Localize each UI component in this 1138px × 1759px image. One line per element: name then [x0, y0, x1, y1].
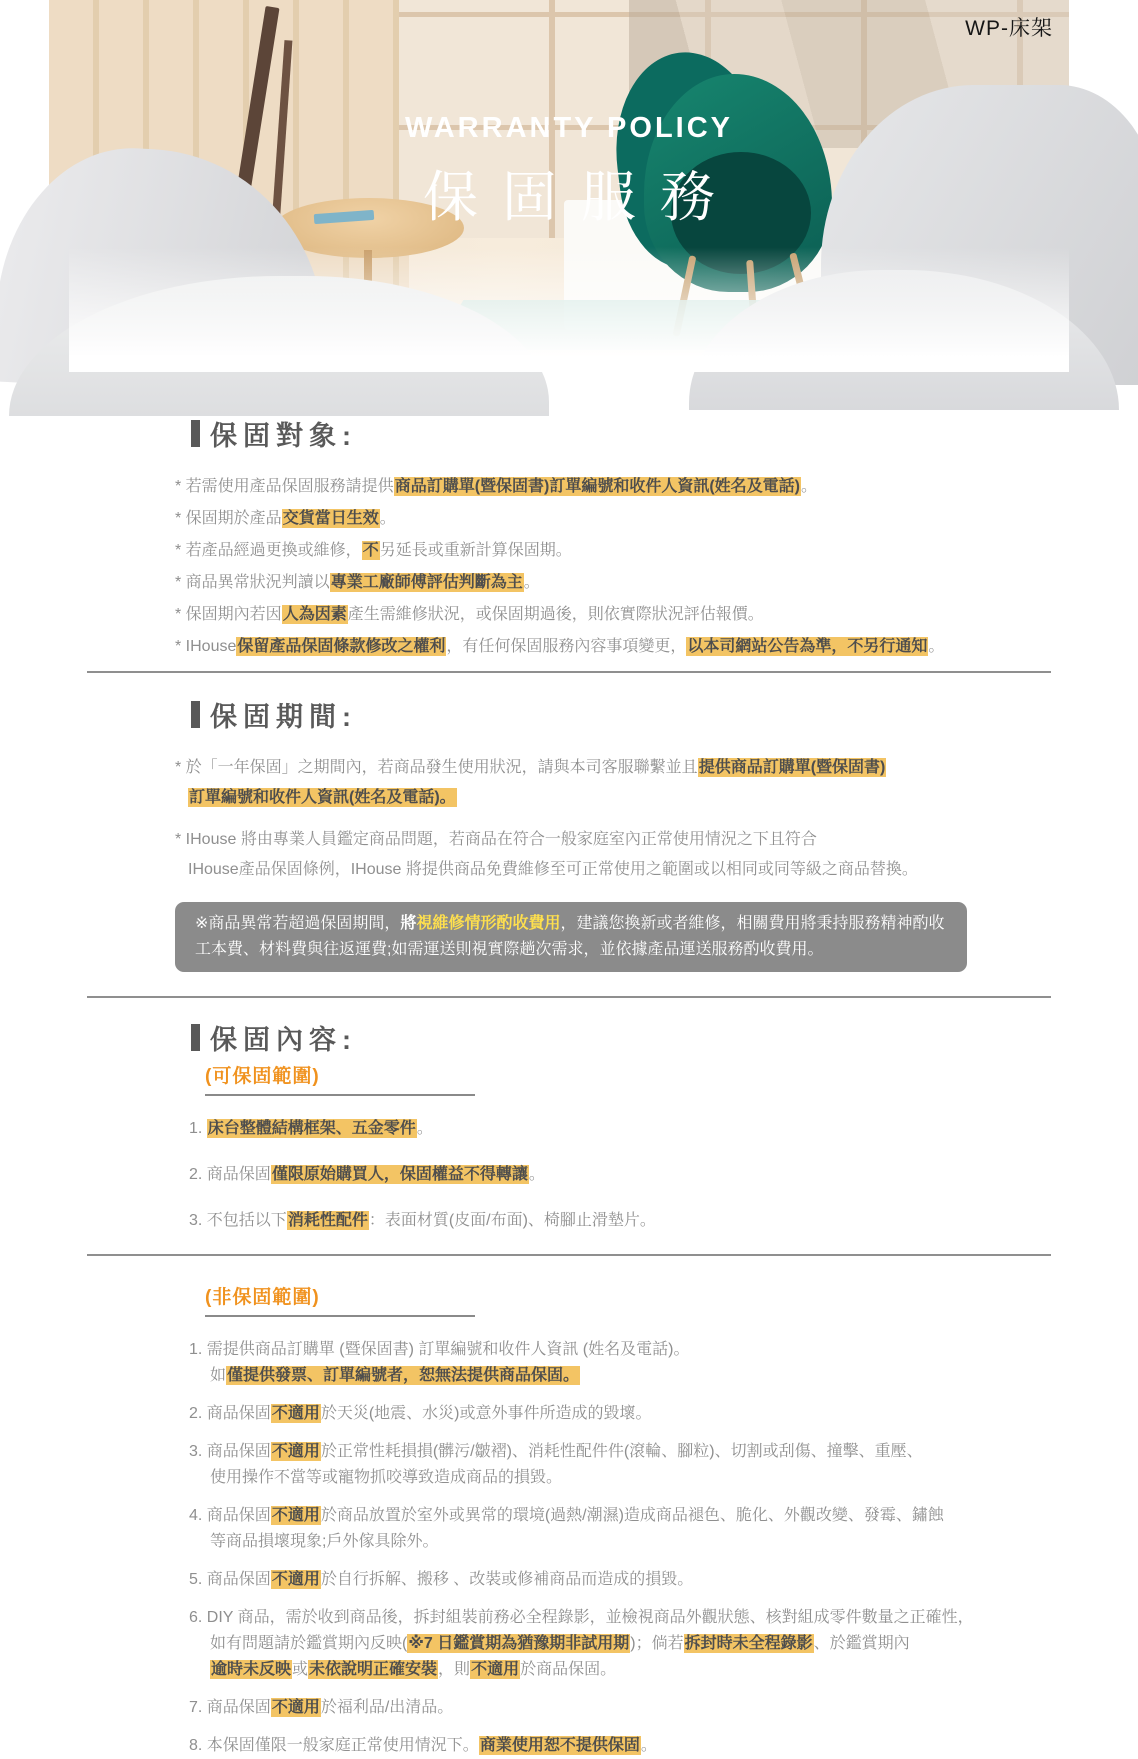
- fee-notice-line: [195, 911, 947, 937]
- list-item: [175, 758, 1029, 808]
- text-segment: 不適用: [271, 1699, 320, 1716]
- text-segment: 商品保固: [206, 1405, 271, 1422]
- hero-title-en: WARRANTY POLICY: [404, 112, 734, 144]
- list-item-line: [189, 1605, 1029, 1631]
- section-heading-period: [191, 673, 1029, 734]
- text-segment: 拆封時未全程錄影: [684, 1635, 813, 1652]
- hero-title-zh: 保固服務: [422, 166, 739, 228]
- text-segment: 不適用: [271, 1507, 320, 1524]
- heading-bar: [191, 420, 200, 447]
- list-item: [189, 1567, 1029, 1593]
- item-number: 2.: [189, 1166, 207, 1183]
- list-item-line: [175, 605, 1029, 625]
- list-item: [175, 573, 1029, 593]
- heading-bar: [191, 1024, 200, 1051]
- text-segment: 不包括以下: [206, 1212, 287, 1229]
- text-segment: 如: [210, 1367, 227, 1384]
- text-segment: 訂單編號和收件人資訊(姓名及電話)。: [189, 789, 456, 806]
- text-segment: 。: [640, 1737, 657, 1754]
- section-title: 保固內容:: [210, 1025, 357, 1055]
- list-item-line: [189, 1695, 1029, 1721]
- text-segment: 需提供商品訂購單 (暨保固書) 訂單編號和收件人資訊 (姓名及電話)。: [206, 1341, 690, 1358]
- text-segment: DIY 商品，需於收到商品後，拆封組裝前務必全程錄影，並檢視商品外觀狀態、核對組成零件數量之正確性，: [206, 1609, 974, 1626]
- item-number: 1.: [189, 1120, 207, 1137]
- text-segment: ，則: [438, 1661, 471, 1678]
- text-segment: 。: [523, 574, 540, 591]
- list-item: [189, 1695, 1029, 1721]
- list-item-line: [189, 1567, 1029, 1593]
- text-segment: ：表面材質(皮面/布面)、椅腳止滑墊片。: [368, 1212, 656, 1229]
- section-title: 保固期間:: [210, 702, 357, 732]
- text-segment: 不適用: [471, 1661, 520, 1678]
- text-segment: 於商品保固。: [520, 1661, 617, 1678]
- list-item-line: [189, 1162, 1029, 1188]
- text-segment: * 商品異常狀況判讀以: [175, 574, 330, 591]
- list-item: [175, 830, 1029, 880]
- section-heading-content: [191, 998, 1029, 1057]
- text-segment: 消耗性配件: [287, 1212, 368, 1229]
- warranty-policy-page: [69, 0, 1069, 1754]
- period-rules-list: [175, 758, 1029, 880]
- list-item: [175, 509, 1029, 529]
- policy-content: [69, 372, 1069, 1759]
- excluded-items-list: [189, 1337, 1029, 1759]
- list-item: [189, 1401, 1029, 1427]
- list-item: [189, 1605, 1029, 1683]
- list-item: [189, 1208, 1029, 1234]
- text-segment: * 保固期於產品: [175, 510, 282, 527]
- text-segment: * 保固期內若因: [175, 606, 282, 623]
- item-number: 6.: [189, 1609, 207, 1626]
- list-item-line: [189, 1465, 1029, 1491]
- covered-range-label-wrap: [205, 1061, 475, 1096]
- hero-title-block: [69, 112, 1069, 232]
- excluded-range-label-wrap: [205, 1282, 475, 1317]
- text-segment: 於福利品/出清品。: [320, 1699, 454, 1716]
- list-item: [189, 1116, 1029, 1142]
- item-number: 1.: [189, 1341, 207, 1358]
- text-segment: 僅提供發票、訂單編號者，恕無法提供商品保固。: [227, 1367, 580, 1384]
- text-segment: 產生需維修狀況，或保固期過後，則依實際狀況評估報價。: [347, 606, 764, 623]
- list-item-line: [189, 1363, 1029, 1389]
- item-number: 2.: [189, 1405, 207, 1422]
- heading-bar: [191, 701, 200, 728]
- text-segment: 。: [416, 1120, 433, 1137]
- list-item: [189, 1439, 1029, 1491]
- text-segment: 專業工廠師傅評估判斷為主: [330, 574, 523, 591]
- list-item: [175, 541, 1029, 561]
- list-item-line: [175, 509, 1029, 529]
- text-segment: ，建議您換新或者維修，相關費用將秉持服務精神酌收: [560, 915, 945, 932]
- list-item-line: [189, 1631, 1029, 1657]
- item-number: 4.: [189, 1507, 207, 1524]
- text-segment: 商品訂購單(暨保固書)訂單編號和收件人資訊(姓名及電話): [394, 478, 801, 495]
- text-segment: 僅限原始購買人，保固權益不得轉讓: [271, 1166, 528, 1183]
- text-segment: 於自行拆解、搬移 、改裝或修補商品而造成的損毀。: [320, 1571, 694, 1588]
- text-segment: ※商品異常若超過保固期間，: [195, 915, 401, 932]
- text-segment: * 於「一年保固」之期間內，若商品發生使用狀況，請與本司客服聯繫並且: [175, 759, 698, 776]
- list-item: [175, 637, 1029, 657]
- list-item-line: [175, 788, 1029, 808]
- list-item-line: [189, 1733, 1029, 1759]
- text-segment: 。: [379, 510, 396, 527]
- text-segment: 商品保固: [206, 1699, 271, 1716]
- list-item: [189, 1503, 1029, 1555]
- section-divider: [87, 1254, 1051, 1256]
- list-item: [189, 1733, 1029, 1759]
- text-segment: * 若產品經過更換或維修，: [175, 542, 362, 559]
- list-item-line: [189, 1439, 1029, 1465]
- list-item: [175, 477, 1029, 497]
- text-segment: 交貨當日生效: [282, 510, 379, 527]
- text-segment: 未依說明正確安裝: [309, 1661, 438, 1678]
- text-segment: 於商品放置於室外或異常的環境(過熱/潮濕)造成商品褪色、脆化、外觀改變、發霉、鏽蝕: [320, 1507, 944, 1524]
- text-segment: * IHouse 將由專業人員鑑定商品問題，若商品在符合一般家庭室內正常使用情況之下且符合: [175, 831, 817, 848]
- list-item-line: [189, 1657, 1029, 1683]
- text-segment: 不適用: [271, 1443, 320, 1460]
- list-item-line: [189, 1529, 1029, 1555]
- text-segment: 不適用: [271, 1405, 320, 1422]
- text-segment: 。: [801, 478, 818, 495]
- text-segment: 另延長或重新計算保固期。: [379, 542, 572, 559]
- item-number: 3.: [189, 1443, 207, 1460]
- fee-notice-box: [175, 902, 967, 972]
- item-number: 3.: [189, 1212, 207, 1229]
- text-segment: 商業使用恕不提供保固: [479, 1737, 640, 1754]
- text-segment: 商品保固: [206, 1507, 271, 1524]
- text-segment: 或: [292, 1661, 309, 1678]
- text-segment: ，有任何保固服務內容事項變更，: [446, 638, 687, 655]
- text-segment: 保留產品保固條款修改之權利: [237, 638, 446, 655]
- text-segment: 使用操作不當等或寵物抓咬導致造成商品的損毀。: [210, 1469, 563, 1486]
- text-segment: ※7 日鑑賞期為猶豫期非試用期: [408, 1635, 630, 1652]
- target-rules-list: [175, 477, 1029, 657]
- text-segment: 逾時未反映: [211, 1661, 292, 1678]
- text-segment: 以本司網站公告為準，不另行通知: [687, 638, 928, 655]
- list-item-line: [189, 1116, 1029, 1142]
- text-segment: 。: [928, 638, 945, 655]
- text-segment: 不: [362, 542, 379, 559]
- list-item-line: [175, 830, 1029, 850]
- covered-range-label: (可保固範圍): [205, 1066, 320, 1087]
- text-segment: * 若需使用產品保固服務請提供: [175, 478, 394, 495]
- hero-photo: [69, 0, 1069, 372]
- list-item: [189, 1162, 1029, 1188]
- list-item: [189, 1337, 1029, 1389]
- list-item-line: [175, 758, 1029, 778]
- list-item-line: [189, 1401, 1029, 1427]
- text-segment: 床台整體結構框架、五金零件: [207, 1120, 416, 1137]
- item-number: 8.: [189, 1737, 207, 1754]
- text-segment: 不適用: [271, 1571, 320, 1588]
- text-segment: 商品保固: [206, 1443, 271, 1460]
- text-segment: 等商品損壞現象;戶外傢具除外。: [210, 1533, 439, 1550]
- text-segment: 提供商品訂購單(暨保固書): [698, 759, 886, 776]
- text-segment: * IHouse: [175, 638, 237, 655]
- list-item-line: [175, 637, 1029, 657]
- text-segment: 於正常性耗損損(髒污/皺褶)、消耗性配件件(滾輪、腳粒)、切割或刮傷、撞擊、重壓、: [320, 1443, 923, 1460]
- text-segment: 本保固僅限一般家庭正常使用情況下。: [206, 1737, 479, 1754]
- text-segment: 工本費、材料費與往返運費;如需運送則視實際趟次需求，並依據產品運送服務酌收費用。: [195, 941, 824, 958]
- text-segment: IHouse產品保固條例，IHouse 將提供商品免費維修至可正常使用之範圍或以相同或同等級之商品替換。: [188, 861, 918, 878]
- text-segment: 將: [400, 915, 417, 932]
- item-number: 7.: [189, 1699, 207, 1716]
- section-title: 保固對象:: [210, 421, 357, 451]
- text-segment: 視維修情形酌收費用: [416, 915, 561, 932]
- list-item-line: [175, 541, 1029, 561]
- list-item-line: [189, 1503, 1029, 1529]
- list-item-line: [189, 1208, 1029, 1234]
- list-item-line: [175, 477, 1029, 497]
- text-segment: 如有問題請於鑑賞期內反映(: [210, 1635, 408, 1652]
- text-segment: 、於鑑賞期內: [813, 1635, 910, 1652]
- list-item: [175, 605, 1029, 625]
- text-segment: 於天災(地震、水災)或意外事件所造成的毀壞。: [320, 1405, 652, 1422]
- covered-items-list: [189, 1116, 1029, 1234]
- product-code-label: WP-床架: [965, 17, 1053, 40]
- list-item-line: [175, 573, 1029, 593]
- text-segment: 商品保固: [206, 1166, 271, 1183]
- text-segment: 。: [528, 1166, 545, 1183]
- excluded-range-label: (非保固範圍): [205, 1287, 320, 1308]
- bottom-white-fade: [69, 247, 1069, 372]
- list-item-line: [189, 1337, 1029, 1363]
- item-number: 5.: [189, 1571, 207, 1588]
- text-segment: 商品保固: [206, 1571, 271, 1588]
- fee-notice-line: [195, 937, 947, 963]
- text-segment: )；倘若: [630, 1635, 684, 1652]
- list-item-line: [175, 860, 1029, 880]
- text-segment: 人為因素: [282, 606, 347, 623]
